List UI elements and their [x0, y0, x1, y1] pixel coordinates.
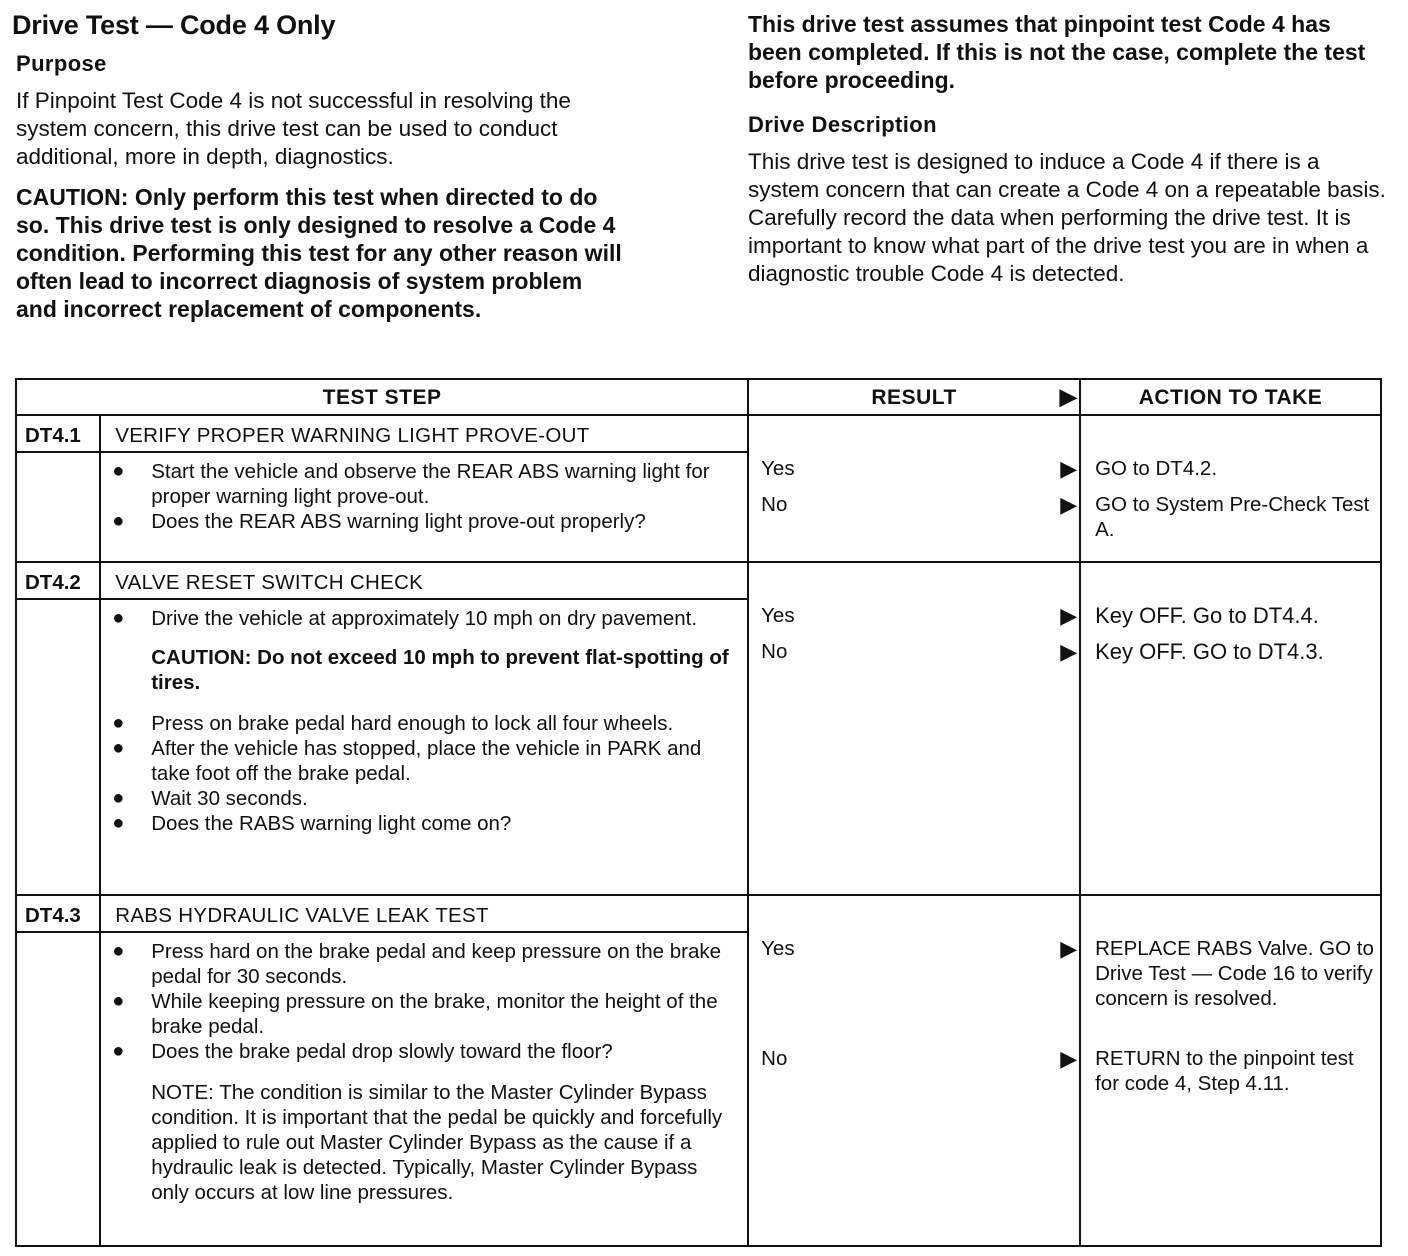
bullet-icon: ● — [112, 460, 125, 482]
list-item: ● After the vehicle has stopped, place the vehicle in PARK and take foot off the brake pedal. — [112, 737, 702, 785]
page-title: Drive Test — Code 4 Only — [12, 10, 336, 40]
header-result-label: RESULT — [871, 385, 957, 409]
step-body — [100, 599, 748, 895]
list-item: ● Wait 30 seconds. — [112, 787, 308, 810]
arrow-right-icon: ▶ — [1060, 603, 1078, 628]
step-title: VERIFY PROPER WARNING LIGHT PROVE-OUT — [100, 415, 748, 452]
bullet-icon: ● — [112, 940, 125, 962]
right-column — [748, 6, 1388, 300]
list-item: ● Does the RABS warning light come on? — [112, 812, 512, 835]
purpose-heading: Purpose — [16, 51, 107, 76]
result-yes: Yes — [761, 937, 795, 960]
action-cell — [1080, 562, 1381, 895]
arrow-right-icon: ▶ — [1060, 936, 1078, 961]
result-no: No — [761, 640, 788, 663]
result-line — [761, 1046, 1079, 1072]
step-id: DT4.3 — [16, 895, 100, 932]
drive-description-heading: Drive Description — [748, 112, 937, 137]
step-body — [100, 452, 748, 562]
result-yes: Yes — [761, 604, 795, 627]
arrow-right-icon: ▶ — [1059, 384, 1078, 409]
step-id: DT4.1 — [16, 415, 100, 452]
list-item: ● Does the REAR ABS warning light prove-out properly? — [112, 510, 646, 533]
action-no: Key OFF. GO to DT4.3. — [1095, 639, 1324, 664]
result-no: No — [761, 1047, 788, 1070]
result-yes: Yes — [761, 457, 795, 480]
bullet-icon: ● — [112, 1040, 125, 1062]
list-item: ● Press hard on the brake pedal and keep pressure on the brake pedal for 30 seconds. — [112, 940, 722, 988]
bullet-icon: ● — [112, 607, 125, 629]
caution-text: CAUTION: Only perform this test when directed to do so. This drive test is only designed to resolve a Code 4 condition. Performing this test for any other reason will often lead to incorrect diagnosis of system problem and incorrect replacement of components. — [16, 184, 622, 322]
header-action: ACTION TO TAKE — [1080, 379, 1381, 415]
bullet-icon: ● — [112, 510, 125, 532]
result-line — [761, 603, 1079, 629]
result-line — [761, 639, 1079, 665]
result-line — [761, 456, 1079, 482]
list-item: ● While keeping pressure on the brake, monitor the height of the brake pedal. — [112, 990, 718, 1038]
bullet-icon: ● — [112, 712, 125, 734]
bullet-icon: ● — [112, 990, 125, 1012]
list-item: ● Press on brake pedal hard enough to lock all four wheels. — [112, 712, 674, 735]
arrow-right-icon: ▶ — [1060, 1046, 1078, 1071]
result-no: No — [761, 493, 788, 516]
step-title-row — [16, 415, 1381, 452]
list-item: ● Does the brake pedal drop slowly toward the floor? — [112, 1040, 613, 1063]
purpose-text: If Pinpoint Test Code 4 is not successful in resolving the system concern, this drive test can be used to conduct additional, more in depth, diagnostics. — [16, 88, 571, 169]
assumption-text: This drive test assumes that pinpoint test Code 4 has been completed. If this is not the case, complete the test before proceeding. — [748, 11, 1366, 93]
action-yes: REPLACE RABS Valve. GO to Drive Test — Code 16 to verify concern is resolved. — [1095, 937, 1374, 1010]
arrow-right-icon: ▶ — [1060, 456, 1078, 481]
step-note: NOTE: The condition is similar to the Master Cylinder Bypass condition. It is important that the pedal be quickly and forcefully applied to rule out Master Cylinder Bypass as the cause if a hydraulic leak is detected. Typically, Master Cylinder Bypass only occurs at low line pressures. — [151, 1081, 723, 1204]
header-test-step: TEST STEP — [16, 379, 748, 415]
action-yes: Key OFF. Go to DT4.4. — [1095, 603, 1319, 628]
test-step-table — [15, 378, 1382, 1247]
step-body — [100, 932, 748, 1246]
list-item: ● Drive the vehicle at approximately 10 mph on dry pavement. — [112, 607, 698, 630]
result-cell — [748, 895, 1080, 1246]
bullet-icon: ● — [112, 812, 125, 834]
bullet-icon: ● — [112, 737, 125, 759]
step-title: VALVE RESET SWITCH CHECK — [100, 562, 748, 599]
action-no: RETURN to the pinpoint test for code 4, Step 4.11. — [1095, 1047, 1354, 1095]
arrow-right-icon: ▶ — [1060, 639, 1078, 664]
step-title-row — [16, 562, 1381, 599]
left-column — [12, 6, 628, 335]
action-cell — [1080, 415, 1381, 562]
header-result — [748, 379, 1080, 415]
action-cell — [1080, 895, 1381, 1246]
step-title: RABS HYDRAULIC VALVE LEAK TEST — [100, 895, 748, 932]
step-caution: CAUTION: Do not exceed 10 mph to prevent flat-spotting of tires. — [151, 646, 729, 694]
step-id: DT4.2 — [16, 562, 100, 599]
list-item: ● Start the vehicle and observe the REAR ABS warning light for proper warning light prove-out. — [112, 460, 710, 508]
drive-description-text: This drive test is designed to induce a Code 4 if there is a system concern that can create a Code 4 on a repeatable basis. Carefully record the data when performing the drive test. It is important to know what part of the drive test you are in when a diagnostic trouble Code 4 is detected. — [748, 149, 1386, 286]
action-no: GO to System Pre-Check Test A. — [1095, 493, 1370, 541]
result-cell — [748, 562, 1080, 895]
result-line — [761, 492, 1079, 518]
action-yes: GO to DT4.2. — [1095, 457, 1218, 480]
arrow-right-icon: ▶ — [1060, 492, 1078, 517]
result-cell — [748, 415, 1080, 562]
result-line — [761, 936, 1079, 962]
bullet-icon: ● — [112, 787, 125, 809]
step-title-row — [16, 895, 1381, 932]
table-header-row — [16, 379, 1381, 415]
